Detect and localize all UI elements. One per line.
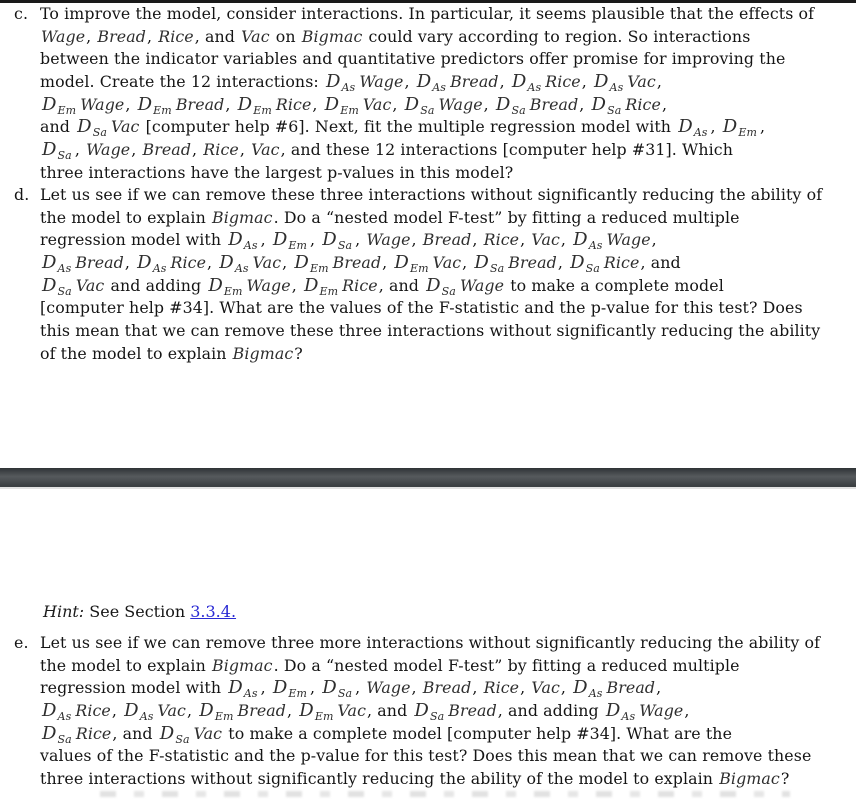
hint-label: Hint: [43,602,85,621]
text-segment: Let us see if we can remove three more interactions without significantly reducing the ability of [40,633,821,652]
item-label: e. [14,633,29,652]
text-segment: , [560,230,572,250]
text-segment: , [520,230,531,250]
math-var: Bread [97,26,146,46]
indicator-subscript: Em [214,710,234,724]
text-segment: the model to explain [40,655,211,675]
text-line [14,207,826,230]
text-segment: , [560,678,572,698]
indicator-variable: $D_{As}$ [678,116,708,140]
indicator-variable: $D_{Em}$ [722,116,757,140]
math-var: Bread [448,701,497,721]
indicator-subscript: Sa [175,732,190,746]
math-var: Bread [175,94,225,114]
indicator-variable: $D_{As}$ [573,229,603,253]
text-segment: , [355,678,366,698]
text-segment: and [40,117,76,137]
text-segment: , [125,94,136,114]
indicator-variable: $D_{Sa}$ [426,274,456,298]
math-var: Vac [193,723,223,743]
indicator-variable: $D_{Sa}$ [42,139,72,163]
text-segment: , [392,94,403,114]
math-var: Bigmac [211,655,273,675]
text-line [14,677,826,700]
indicator-subscript: As [527,81,542,95]
text-segment: , [225,94,236,114]
indicator-variable: $D_{Em}$ [394,252,429,276]
text-line [14,229,826,252]
cut-off-text-remnant [100,791,790,797]
exercise-item-d [14,184,826,366]
math-var: Rice [625,94,661,114]
text-line [14,139,826,162]
indicator-variable: $D_{Sa}$ [414,700,445,724]
indicator-subscript: As [432,81,447,95]
math-var: Rice [342,275,378,295]
math-var: Vac [251,140,280,160]
text-segment: To improve the model, consider interactions. In particular, it seems plausible that the effects of [40,4,815,23]
math-var: Bread [450,72,499,92]
text-line [14,320,826,343]
math-var: Wage [246,275,291,295]
item-label: d. [14,185,30,204]
indicator-variable: $D_{Em}$ [272,229,308,253]
text-segment: [computer help #34]. What are the values of the F-statistic and the p-value for this test? Does [40,298,803,318]
indicator-variable: $D_{Sa}$ [42,274,72,298]
math-var: Bigmac [301,26,363,46]
indicator-subscript: As [341,81,356,95]
text-segment: , [124,253,136,273]
text-line [14,94,826,117]
indicator-subscript: Em [319,284,339,298]
text-segment: , [581,72,592,92]
indicator-variable: $D_{Sa}$ [42,722,72,746]
math-var: Wage [606,230,651,250]
indicator-variable: $D_{Sa}$ [570,252,600,276]
indicator-subscript: Sa [92,126,107,140]
text-segment: , [411,230,422,250]
math-var: Rice [483,230,520,250]
indicator-subscript: Em [253,103,272,117]
math-var: Wage [86,140,131,160]
indicator-subscript: Sa [511,103,526,117]
text-segment: , [710,117,721,137]
indicator-subscript: Sa [429,710,445,724]
text-segment: ? [780,769,790,789]
text-segment: , [656,72,662,92]
hint-line [43,600,236,623]
text-line [14,768,826,791]
text-segment: , and [640,253,681,273]
math-var: Bread [75,253,124,273]
math-var: Rice [158,26,194,46]
math-var: Rice [170,253,207,273]
text-segment: to make a complete model [505,275,724,295]
text-line [14,632,826,655]
text-segment: , [74,140,86,160]
math-var: Wage [438,94,483,114]
text-line [14,26,826,49]
text-segment: , [291,275,302,295]
indicator-subscript: Sa [489,262,505,276]
text-line [14,343,826,366]
indicator-subscript: As [243,687,258,701]
math-var: Wage [459,275,505,295]
text-segment: model. Create the 12 interactions: [40,72,324,92]
math-var: Rice [545,72,581,92]
section-link[interactable]: 3.3.4. [190,602,237,621]
text-segment: , and [112,723,158,743]
text-segment: of the model to explain [40,343,232,363]
indicator-subscript: As [609,81,624,95]
text-segment: , [355,230,366,250]
text-segment: , [111,701,123,721]
indicator-subscript: Em [153,103,172,117]
indicator-subscript: Sa [57,149,72,163]
text-segment: three interactions without significantly reducing the ability of the model to explain [40,769,719,789]
math-var: Wage [41,26,86,46]
text-segment: , [239,140,251,160]
indicator-variable: $D_{As}$ [416,71,447,95]
text-segment: between the indicator variables and quantitative predictors offer promise for improving the [40,49,786,69]
indicator-subscript: As [57,710,72,724]
indicator-variable: $D_{Em}$ [324,93,359,117]
hint-text: See Section [84,602,191,621]
text-segment: , [520,678,531,698]
math-var: Vac [252,253,282,273]
indicator-variable: $D_{As}$ [594,71,624,95]
indicator-variable: $D_{As}$ [124,700,154,724]
indicator-variable: $D_{As}$ [219,252,249,276]
indicator-subscript: As [243,239,258,253]
math-var: Bigmac [719,769,780,789]
indicator-variable: $D_{Em}$ [237,93,272,117]
indicator-subscript: Sa [57,732,72,746]
text-line [14,162,826,185]
indicator-subscript: As [139,710,154,724]
math-var: Rice [75,723,112,743]
item-label: c. [14,4,29,23]
text-segment: , [656,678,662,698]
math-var: Vac [110,117,140,137]
indicator-variable: $D_{Sa}$ [322,677,353,701]
indicator-subscript: Em [738,126,757,140]
math-var: Rice [483,678,520,698]
text-line [14,252,826,275]
text-line [14,71,826,94]
indicator-subscript: Em [309,262,329,276]
indicator-subscript: As [693,126,708,140]
indicator-variable: $D_{As}$ [228,677,258,701]
math-var: Bread [422,230,472,250]
math-var: Bread [332,253,382,273]
text-segment: on [270,26,301,46]
text-segment: , and these 12 interactions [computer help #31]. Which [280,140,734,160]
text-line [14,297,826,320]
math-var: Wage [366,230,411,250]
page-separator-bar [0,468,856,489]
text-segment: , [287,701,298,721]
text-line [14,275,826,298]
text-segment: . Do a “nested model F-test” by fitting a reduced multiple [273,655,740,675]
text-segment: [computer help #6]. Next, fit the multiple regression model with [140,117,677,137]
indicator-subscript: Sa [441,284,456,298]
text-segment: , [557,253,569,273]
text-segment: and adding [105,275,207,295]
math-var: Bread [237,701,287,721]
text-segment: ? [294,343,303,363]
indicator-subscript: Em [314,710,334,724]
indicator-subscript: Sa [337,239,353,253]
text-line [14,116,826,139]
text-segment: , [462,253,473,273]
indicator-subscript: As [234,262,249,276]
text-segment: , [131,140,142,160]
text-segment: , [382,253,393,273]
indicator-variable: $D_{Sa}$ [77,116,107,140]
text-segment: , [187,701,198,721]
indicator-variable: $D_{Sa}$ [322,229,353,253]
text-segment: , and adding [497,701,604,721]
math-var: Wage [359,72,404,92]
text-segment: , [472,678,483,698]
text-segment: , and [378,275,425,295]
text-segment: , [86,26,97,46]
indicator-subscript: As [621,710,636,724]
text-line [14,3,826,26]
text-segment: , [472,230,483,250]
text-segment: , [146,26,158,46]
indicator-variable: $D_{Em}$ [299,700,334,724]
indicator-subscript: Em [409,262,429,276]
indicator-variable: $D_{Sa}$ [474,252,505,276]
text-segment: could vary according to region. So interactions [363,26,751,46]
indicator-variable: $D_{As}$ [605,700,636,724]
math-var: Bread [529,94,579,114]
indicator-variable: $D_{As}$ [573,677,603,701]
text-segment: , [684,701,690,721]
text-line [14,48,826,71]
math-var: Rice [275,94,312,114]
indicator-subscript: As [57,262,72,276]
indicator-variable: $D_{Em}$ [294,252,329,276]
indicator-subscript: As [588,687,603,701]
math-var: Vac [362,94,392,114]
text-line [14,655,826,678]
indicator-variable: $D_{Sa}$ [495,93,526,117]
math-var: Wage [639,701,684,721]
indicator-variable: $D_{Em}$ [42,93,77,117]
indicator-variable: $D_{Em}$ [272,677,308,701]
text-segment: this mean that we can remove these three interactions without significantly reducing the ability [40,321,821,341]
math-var: Vac [627,72,656,92]
indicator-variable: $D_{As}$ [228,229,258,253]
math-var: Vac [241,26,270,46]
text-segment: regression model with [40,678,227,698]
text-line [14,745,826,768]
indicator-variable: $D_{Sa}$ [404,93,435,117]
text-segment: , [411,678,422,698]
text-segment: . Do a “nested model F-test” by fitting a reduced multiple [273,207,740,227]
text-segment: , [661,94,668,114]
math-var: Vac [531,678,560,698]
text-segment: , [260,678,271,698]
indicator-variable: $D_{Sa}$ [159,722,190,746]
indicator-variable: $D_{Em}$ [137,93,172,117]
indicator-variable: $D_{As}$ [137,252,167,276]
math-var: Rice [603,253,640,273]
math-var: Bread [606,678,656,698]
indicator-variable: $D_{Sa}$ [591,93,622,117]
text-segment: , [483,94,494,114]
indicator-subscript: As [152,262,167,276]
text-segment: , [192,140,203,160]
math-var: Bread [422,678,472,698]
text-line [14,723,826,746]
exercise-item-c [14,3,826,185]
text-line [14,184,826,207]
indicator-subscript: Sa [585,262,600,276]
indicator-subscript: Em [223,284,243,298]
math-var: Wage [366,678,411,698]
math-var: Bigmac [211,207,273,227]
indicator-subscript: Em [288,687,308,701]
text-segment: , [499,72,510,92]
indicator-subscript: Sa [420,103,435,117]
text-segment: , [207,253,218,273]
indicator-variable: $D_{Em}$ [199,700,234,724]
text-segment: values of the F-statistic and the p-value for this test? Does this mean that we can remove these [40,746,812,766]
indicator-subscript: Em [57,103,77,117]
text-segment: to make a complete model [computer help #34]. What are the [223,723,733,743]
text-line [14,700,826,723]
text-segment: , [579,94,590,114]
text-segment: , [310,230,321,250]
math-var: Vac [432,253,462,273]
math-var: Wage [80,94,125,114]
indicator-variable: $D_{As}$ [42,252,72,276]
math-var: Bread [508,253,557,273]
math-var: Rice [203,140,239,160]
text-segment: the model to explain [40,207,211,227]
text-segment: , and [367,701,413,721]
math-var: Vac [531,230,560,250]
indicator-variable: $D_{Em}$ [208,274,243,298]
indicator-subscript: Em [288,239,308,253]
math-var: Vac [157,701,187,721]
text-segment: , [404,72,415,92]
math-var: Rice [75,701,111,721]
text-segment: , [260,230,271,250]
text-segment: regression model with [40,230,227,250]
math-var: Vac [337,701,367,721]
text-segment: , [282,253,293,273]
math-var: Vac [75,275,105,295]
math-var: Bigmac [232,343,294,363]
text-segment: , [312,94,323,114]
indicator-variable: $D_{As}$ [42,700,72,724]
indicator-subscript: As [588,239,603,253]
indicator-subscript: Sa [607,103,622,117]
text-segment: , [651,230,657,250]
text-segment: Let us see if we can remove these three interactions without significantly reducing the ability of [40,185,823,204]
indicator-subscript: Em [340,103,359,117]
text-segment: , [310,678,321,698]
indicator-variable: $D_{As}$ [511,71,542,95]
text-segment: , [760,117,766,137]
indicator-subscript: Sa [57,284,72,298]
exercise-item-e [14,632,826,791]
text-segment: three interactions have the largest p-values in this model? [40,162,514,182]
math-var: Bread [142,140,192,160]
indicator-subscript: Sa [337,687,353,701]
indicator-variable: $D_{Em}$ [303,274,339,298]
text-segment: , and [194,26,241,46]
indicator-variable: $D_{As}$ [325,71,356,95]
